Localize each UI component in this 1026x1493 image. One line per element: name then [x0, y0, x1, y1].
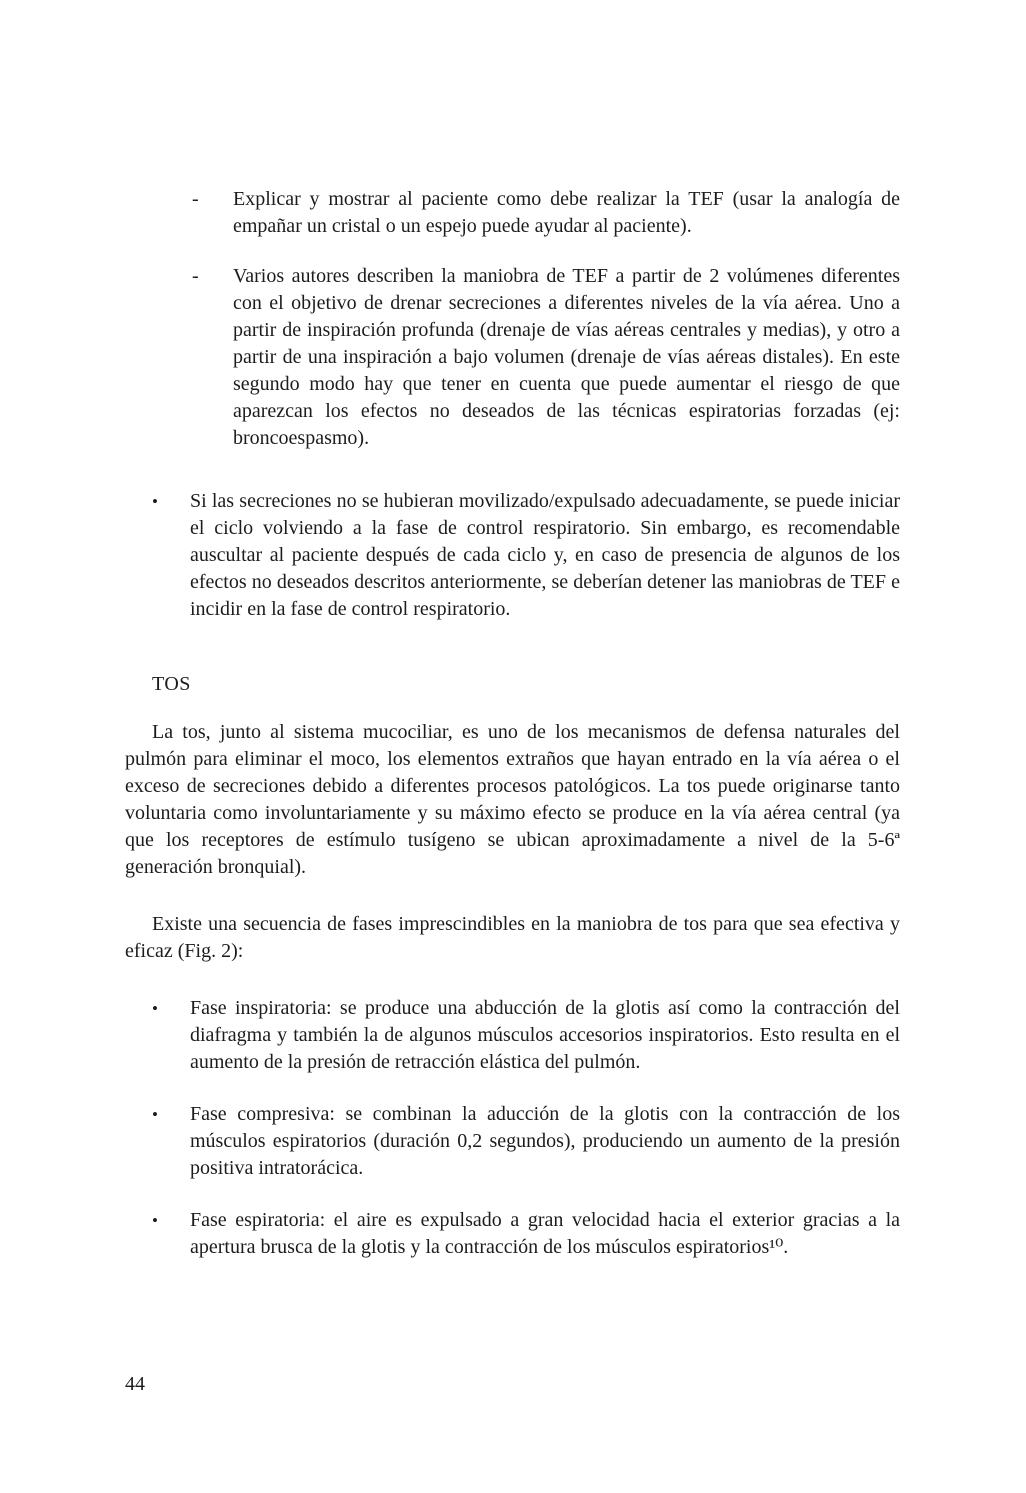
dash-marker: -	[192, 188, 199, 210]
list-item	[192, 263, 900, 452]
page-number: 44	[125, 1373, 145, 1395]
bullet-marker: •	[152, 492, 158, 511]
list-item-text: Explicar y mostrar al paciente como debe realizar la TEF (usar la analogía de empañar un cristal o un espejo puede ayudar al paciente).	[233, 188, 900, 237]
bullet-marker: •	[152, 1211, 158, 1230]
list-item-text: Fase espiratoria: el aire es expulsado a gran velocidad hacia el exterior gracias a la apertura brusca de la glotis y la contracción de los músculos espiratorios¹⁰.	[190, 1209, 900, 1258]
list-item	[192, 186, 900, 240]
list-item-text: Fase inspiratoria: se produce una abducción de la glotis así como la contracción del diafragma y también la de algunos músculos accesorios inspiratorios. Esto resulta en el aumento de la presión de retracción elástica del pulmón.	[190, 997, 900, 1073]
list-item-text: Fase compresiva: se combinan la aducción de la glotis con la contracción de los músculos espiratorios (duración 0,2 segundos), produciendo un aumento de la presión positiva intratorácica.	[190, 1103, 900, 1179]
bullet-marker: •	[152, 1105, 158, 1124]
list-item	[152, 1207, 900, 1261]
list-item	[152, 488, 900, 623]
list-item-text: Varios autores describen la maniobra de TEF a partir de 2 volúmenes diferentes con el objetivo de drenar secreciones a diferentes niveles de la vía aérea. Uno a partir de inspiración profunda (drenaje de vías aéreas centrales y medias), y otro a partir de una inspiración a bajo volumen (drenaje de vías aéreas distales). En este segundo modo hay que tener en cuenta que puede aumentar el riesgo de que aparezcan los efectos no deseados de las técnicas espiratorias forzadas (ej: broncoespasmo).	[233, 265, 900, 449]
section-heading: TOS	[152, 673, 191, 695]
vertical-spacer	[125, 475, 900, 488]
list-item-text: Si las secreciones no se hubieran movilizado/expulsado adecuadamente, se puede iniciar el ciclo volviendo a la fase de control respiratorio. Sin embargo, es recomendable auscultar al paciente después de cada ciclo y, en caso de presencia de algunos de los efectos no deseados descritos anteriormente, se deberían detener las maniobras de TEF e incidir en la fase de control respiratorio.	[190, 490, 900, 620]
paragraph: La tos, junto al sistema mucociliar, es uno de los mecanismos de defensa naturales del pulmón para eliminar el moco, los elementos extraños que hayan entrado en la vía aérea o el exceso de secreciones debido a diferentes procesos patológicos. La tos puede originarse tanto voluntaria como involuntariamente y su máximo efecto se produce en la vía aérea central (ya que los receptores de estímulo tusígeno se ubican aproximadamente a nivel de la 5-6ª generación bronquial).	[125, 721, 900, 878]
list-item	[152, 1101, 900, 1182]
list-item	[152, 995, 900, 1076]
paragraph: Existe una secuencia de fases imprescindibles en la maniobra de tos para que sea efectiva y eficaz (Fig. 2):	[125, 913, 900, 962]
bullet-marker: •	[152, 999, 158, 1018]
dash-marker: -	[192, 265, 199, 287]
